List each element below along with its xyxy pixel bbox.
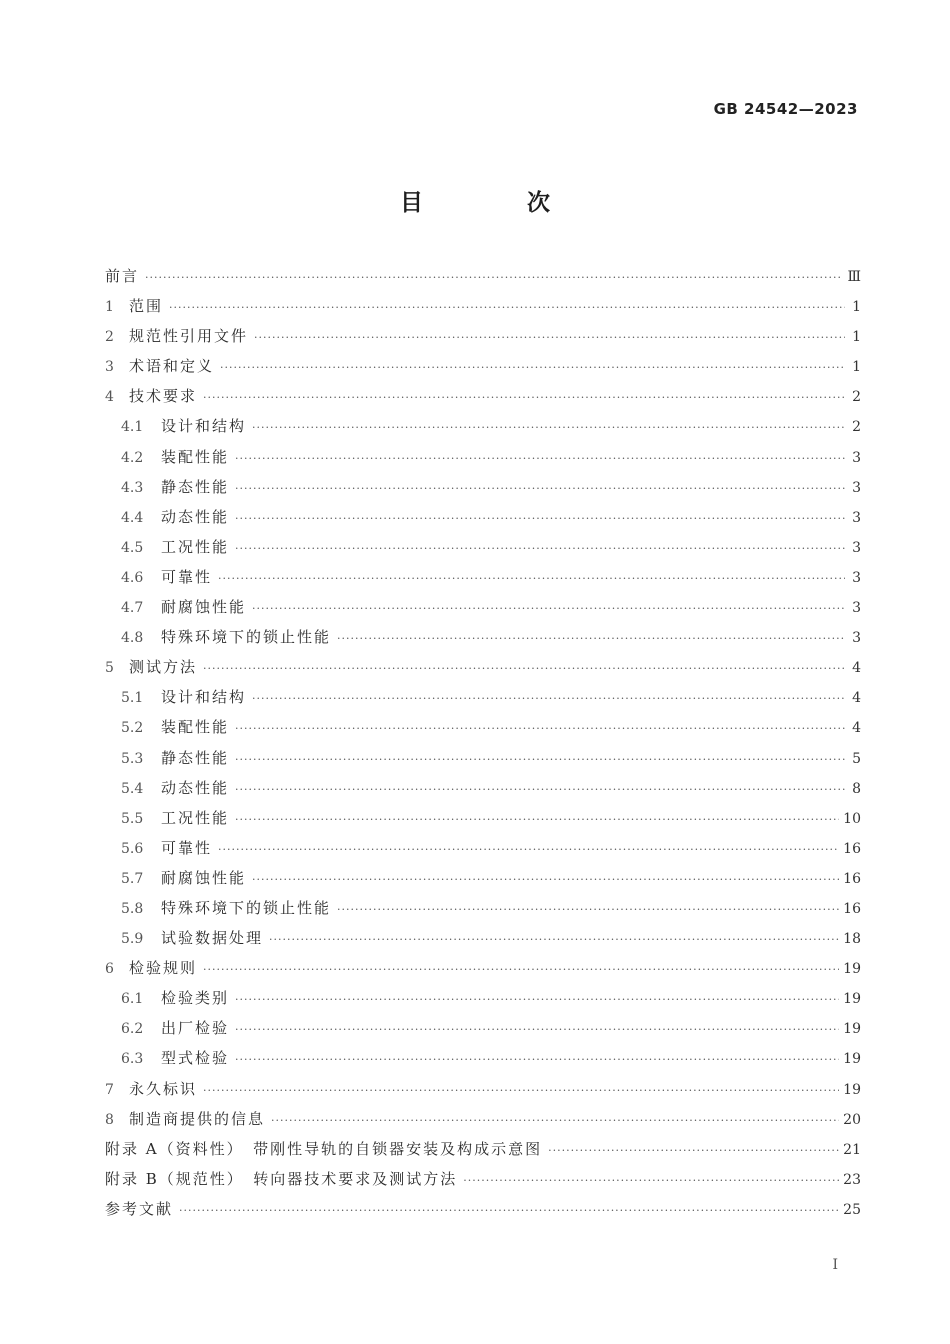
toc-dot-leader — [271, 1106, 839, 1136]
toc-entry-number: 7 — [105, 1081, 114, 1098]
toc-entry-label: 规范性引用文件 — [129, 327, 249, 346]
toc-entry-page: 3 — [852, 569, 861, 586]
toc-entry-page: 4 — [852, 660, 861, 677]
toc-entry-label: 设计和结构 — [161, 417, 247, 436]
toc-dot-leader — [235, 504, 845, 534]
toc-entry-label: 装配性能 — [161, 718, 230, 737]
toc-entry-label: 检验类别 — [161, 989, 230, 1008]
toc-entry-number: 5 — [105, 660, 114, 677]
toc-dot-leader — [235, 1015, 839, 1045]
toc-entry-page: 2 — [852, 389, 861, 406]
toc-entry-page: 3 — [852, 449, 861, 466]
toc-dot-leader — [203, 955, 839, 985]
toc-entry-label: 附录 A（资料性） 带刚性导轨的自锁器安装及构成示意图 — [105, 1139, 543, 1158]
toc-dot-leader — [463, 1166, 839, 1196]
toc-entry[interactable] — [105, 1043, 861, 1073]
toc-dot-leader — [337, 624, 845, 654]
toc-entry-label: 工况性能 — [161, 808, 230, 827]
toc-entry-page: 20 — [843, 1111, 861, 1128]
toc-entry-number: 6.2 — [121, 1021, 144, 1038]
toc-entry-number: 4.3 — [121, 479, 144, 496]
toc-entry[interactable] — [105, 983, 861, 1013]
toc-entry-page: 5 — [852, 750, 861, 767]
toc-entry-label: 耐腐蚀性能 — [161, 598, 247, 617]
toc-entry-page: 1 — [852, 299, 861, 316]
toc-entry-number: 2 — [105, 329, 114, 346]
toc-entry-page: 4 — [852, 720, 861, 737]
toc-entry[interactable] — [105, 592, 861, 622]
toc-entry-label: 参考文献 — [105, 1199, 174, 1218]
table-of-contents — [105, 261, 861, 1224]
toc-entry-number: 5.7 — [121, 870, 144, 887]
toc-entry[interactable] — [105, 1104, 861, 1134]
toc-entry[interactable] — [105, 1134, 861, 1164]
page-title: 目 次 — [399, 190, 598, 216]
toc-entry-number: 5.9 — [121, 931, 144, 948]
toc-dot-leader — [252, 594, 845, 624]
toc-entry[interactable] — [105, 351, 861, 381]
toc-entry[interactable] — [105, 261, 861, 291]
toc-entry[interactable] — [105, 622, 861, 652]
toc-entry-label: 技术要求 — [129, 387, 198, 406]
toc-dot-leader — [235, 805, 839, 835]
toc-entry-label: 动态性能 — [161, 507, 230, 526]
toc-entry-page: 2 — [852, 419, 861, 436]
toc-entry[interactable] — [105, 562, 861, 592]
toc-dot-leader — [235, 985, 839, 1015]
toc-entry-number: 8 — [105, 1111, 114, 1128]
toc-entry-label: 范围 — [129, 297, 164, 316]
toc-entry[interactable] — [105, 291, 861, 321]
toc-dot-leader — [169, 293, 845, 323]
page-number: I — [832, 1257, 838, 1273]
toc-entry-page: 16 — [843, 840, 861, 857]
toc-entry[interactable] — [105, 833, 861, 863]
toc-dot-leader — [145, 263, 843, 293]
toc-dot-leader — [203, 654, 845, 684]
toc-entry-number: 1 — [105, 299, 114, 316]
toc-dot-leader — [235, 745, 845, 775]
toc-dot-leader — [235, 775, 845, 805]
toc-entry[interactable] — [105, 773, 861, 803]
toc-entry-label: 工况性能 — [161, 537, 230, 556]
toc-entry-label: 特殊环境下的锁止性能 — [161, 628, 332, 647]
toc-entry-number: 6 — [105, 961, 114, 978]
toc-entry-number: 5.6 — [121, 840, 144, 857]
toc-entry-label: 特殊环境下的锁止性能 — [161, 898, 332, 917]
toc-entry[interactable] — [105, 1164, 861, 1194]
toc-entry[interactable] — [105, 743, 861, 773]
toc-entry-number: 4.8 — [121, 630, 144, 647]
toc-dot-leader — [548, 1136, 839, 1166]
toc-entry-number: 4.5 — [121, 539, 144, 556]
toc-entry-page: 3 — [852, 479, 861, 496]
toc-entry-page: 8 — [852, 780, 861, 797]
toc-entry-page: Ⅲ — [847, 269, 861, 285]
toc-dot-leader — [252, 684, 845, 714]
toc-entry-page: 1 — [852, 329, 861, 346]
toc-entry-page: 3 — [852, 630, 861, 647]
toc-entry-number: 4 — [105, 389, 114, 406]
toc-entry-label: 检验规则 — [129, 959, 198, 978]
toc-entry-label: 可靠性 — [161, 838, 213, 857]
toc-entry[interactable] — [105, 502, 861, 532]
toc-entry-number: 4.2 — [121, 449, 144, 466]
toc-entry[interactable] — [105, 1074, 861, 1104]
toc-entry-page: 4 — [852, 690, 861, 707]
toc-entry[interactable] — [105, 863, 861, 893]
toc-entry-number: 4.6 — [121, 569, 144, 586]
toc-entry-label: 术语和定义 — [129, 357, 215, 376]
toc-dot-leader — [235, 534, 845, 564]
toc-entry-page: 10 — [843, 810, 861, 827]
toc-entry-number: 6.1 — [121, 991, 144, 1008]
toc-dot-leader — [235, 714, 845, 744]
toc-entry-number: 4.7 — [121, 600, 144, 617]
toc-dot-leader — [337, 895, 839, 925]
toc-dot-leader — [179, 1196, 839, 1226]
toc-dot-leader — [235, 1045, 839, 1075]
toc-dot-leader — [235, 444, 845, 474]
toc-entry-number: 3 — [105, 359, 114, 376]
toc-entry[interactable] — [105, 1013, 861, 1043]
toc-entry-label: 试验数据处理 — [161, 929, 264, 948]
toc-entry-page: 23 — [843, 1171, 861, 1188]
toc-dot-leader — [218, 564, 845, 594]
toc-entry-label: 附录 B（规范性） 转向器技术要求及测试方法 — [105, 1169, 458, 1188]
toc-entry[interactable] — [105, 1194, 861, 1224]
toc-entry[interactable] — [105, 953, 861, 983]
toc-entry-number: 5.2 — [121, 720, 144, 737]
toc-entry-page: 25 — [843, 1201, 861, 1218]
toc-entry-page: 19 — [843, 1081, 861, 1098]
toc-entry-page: 19 — [843, 961, 861, 978]
toc-entry-page: 3 — [852, 600, 861, 617]
toc-entry-label: 永久标识 — [129, 1079, 198, 1098]
toc-dot-leader — [252, 413, 845, 443]
toc-entry[interactable] — [105, 712, 861, 742]
toc-entry[interactable] — [105, 652, 861, 682]
toc-entry-label: 制造商提供的信息 — [129, 1109, 266, 1128]
toc-entry-label: 前言 — [105, 267, 140, 285]
toc-entry-page: 19 — [843, 1051, 861, 1068]
toc-entry-page: 16 — [843, 870, 861, 887]
toc-entry[interactable] — [105, 532, 861, 562]
toc-dot-leader — [235, 474, 845, 504]
toc-entry-page: 3 — [852, 509, 861, 526]
toc-entry[interactable] — [105, 893, 861, 923]
toc-entry[interactable] — [105, 682, 861, 712]
toc-entry-page: 18 — [843, 931, 861, 948]
toc-entry-label: 耐腐蚀性能 — [161, 868, 247, 887]
toc-entry-label: 型式检验 — [161, 1049, 230, 1068]
toc-entry-number: 5.1 — [121, 690, 144, 707]
toc-dot-leader — [269, 925, 839, 955]
toc-entry[interactable] — [105, 411, 861, 441]
toc-entry-page: 19 — [843, 1021, 861, 1038]
standard-number: GB 24542—2023 — [713, 100, 858, 118]
toc-dot-leader — [252, 865, 839, 895]
toc-dot-leader — [218, 835, 839, 865]
toc-entry[interactable] — [105, 923, 861, 953]
toc-entry-page: 3 — [852, 539, 861, 556]
toc-entry-page: 19 — [843, 991, 861, 1008]
toc-entry-page: 16 — [843, 900, 861, 917]
toc-entry-label: 出厂检验 — [161, 1019, 230, 1038]
toc-entry-number: 4.1 — [121, 419, 144, 436]
toc-entry-label: 设计和结构 — [161, 688, 247, 707]
toc-entry-number: 5.8 — [121, 900, 144, 917]
toc-entry-label: 动态性能 — [161, 778, 230, 797]
toc-entry-label: 静态性能 — [161, 748, 230, 767]
toc-entry-label: 测试方法 — [129, 658, 198, 677]
toc-entry[interactable] — [105, 803, 861, 833]
toc-entry-label: 静态性能 — [161, 477, 230, 496]
toc-entry-number: 5.4 — [121, 780, 144, 797]
toc-dot-leader — [220, 353, 845, 383]
toc-entry-number: 6.3 — [121, 1051, 144, 1068]
toc-entry-page: 1 — [852, 359, 861, 376]
toc-entry[interactable] — [105, 442, 861, 472]
toc-entry-page: 21 — [843, 1141, 861, 1158]
toc-entry-number: 4.4 — [121, 509, 144, 526]
toc-entry[interactable] — [105, 321, 861, 351]
toc-dot-leader — [203, 383, 845, 413]
toc-entry-number: 5.5 — [121, 810, 144, 827]
toc-dot-leader — [254, 323, 845, 353]
toc-entry-number: 5.3 — [121, 750, 144, 767]
toc-entry-label: 可靠性 — [161, 567, 213, 586]
toc-entry[interactable] — [105, 472, 861, 502]
toc-entry-label: 装配性能 — [161, 447, 230, 466]
toc-dot-leader — [203, 1076, 839, 1106]
toc-entry[interactable] — [105, 381, 861, 411]
